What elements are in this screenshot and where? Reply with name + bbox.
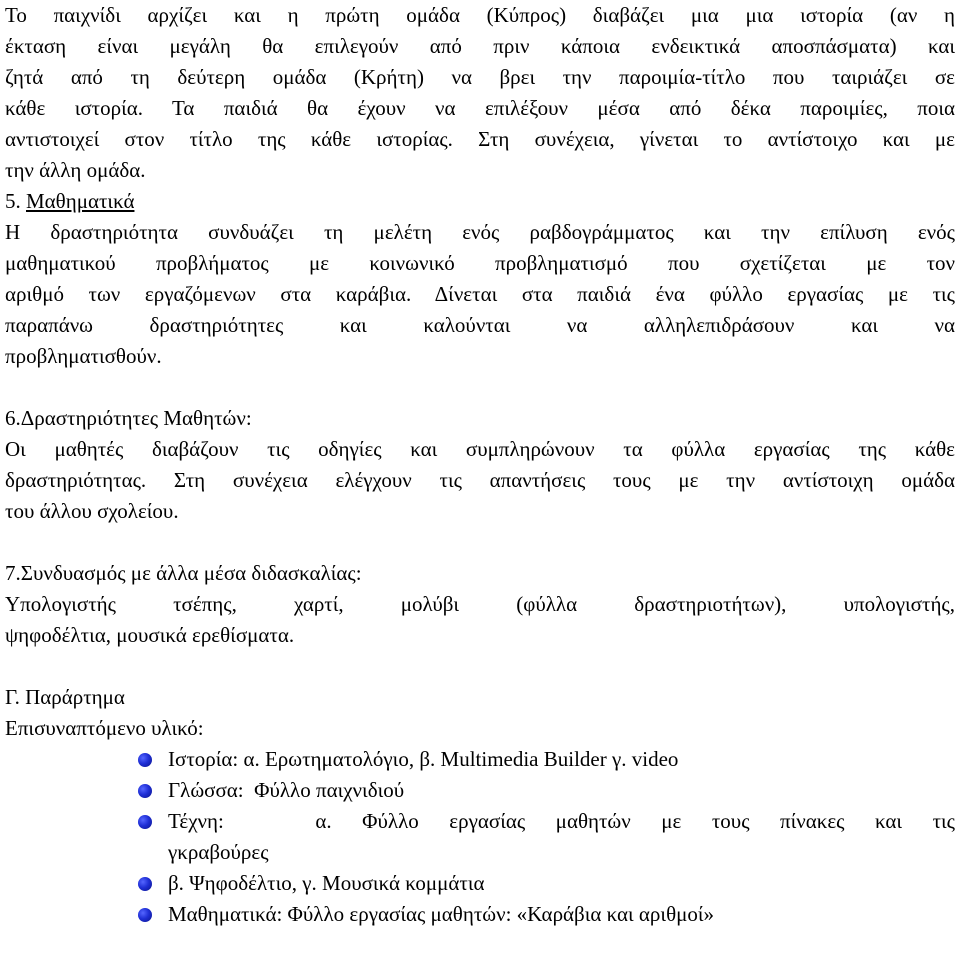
section-5-title: Μαθηματικά (26, 189, 135, 213)
section-5 (5, 186, 955, 372)
list-item-text: Μαθηματικά: Φύλλο εργασίας μαθητών: «Καράβια και αριθμοί» (168, 902, 715, 926)
intro-paragraph (5, 0, 955, 186)
intro-line-1: Το παιχνίδι αρχίζει και η πρώτη ομάδα (Κύπρος) διαβάζει μια μια ιστορία (αν η (5, 3, 955, 27)
section-6-line-3: του άλλου σχολείου. (5, 499, 179, 523)
list-item (5, 868, 955, 899)
document-page (5, 0, 955, 930)
bullet-icon (138, 908, 152, 922)
intro-line-4: κάθε ιστορία. Τα παιδιά θα έχουν να επιλέξουν μέσα από δέκα παροιμίες, ποια (5, 96, 955, 120)
spacer (5, 372, 955, 403)
list-item (5, 899, 955, 930)
appendix-subheading: Επισυναπτόμενο υλικό: (5, 716, 204, 740)
section-6 (5, 403, 955, 527)
appendix-section (5, 682, 955, 930)
list-item-text-continued: γκραβούρες (168, 840, 269, 864)
bullet-icon (138, 753, 152, 767)
section-7-line-1: Υπολογιστής τσέπης, χαρτί, μολύβι (φύλλα δραστηριοτήτων), υπολογιστής, (5, 592, 955, 616)
list-item-text: β. Ψηφοδέλτιο, γ. Μουσικά κομμάτια (168, 871, 485, 895)
spacer (5, 651, 955, 682)
section-5-line-2: μαθηματικού προβλήματος με κοινωνικό προβληματισμό που σχετίζεται με τον (5, 251, 955, 275)
bullet-icon (138, 815, 152, 829)
section-5-line-3: αριθμό των εργαζόμενων στα καράβια. Δίνεται στα παιδιά ένα φύλλο εργασίας με τις (5, 282, 955, 306)
list-item (5, 806, 955, 868)
section-5-heading (5, 186, 955, 217)
list-item-text: Τέχνη: α. Φύλλο εργασίας μαθητών με τους πίνακες και τις (168, 809, 955, 833)
bullet-icon (138, 877, 152, 891)
intro-line-2: έκταση είναι μεγάλη θα επιλεγούν από πριν κάποια ενδεικτικά αποσπάσματα) και (5, 34, 955, 58)
list-item (5, 744, 955, 775)
appendix-heading: Γ. Παράρτημα (5, 685, 125, 709)
intro-line-5: αντιστοιχεί στον τίτλο της κάθε ιστορίας. Στη συνέχεια, γίνεται το αντίστοιχο και με (5, 127, 955, 151)
section-6-heading: 6.Δραστηριότητες Μαθητών: (5, 406, 252, 430)
intro-line-3: ζητά από τη δεύτερη ομάδα (Κρήτη) να βρει την παροιμία-τίτλο που ταιριάζει σε (5, 65, 955, 89)
section-6-line-1: Οι μαθητές διαβάζουν τις οδηγίες και συμπληρώνουν τα φύλλα εργασίας της κάθε (5, 437, 955, 461)
section-6-line-2: δραστηριότητας. Στη συνέχεια ελέγχουν τις απαντήσεις τους με την αντίστοιχη ομάδα (5, 468, 955, 492)
spacer (5, 527, 955, 558)
section-5-line-4: παραπάνω δραστηριότητες και καλούνται να αλληλεπιδράσουν και να (5, 313, 955, 337)
section-5-line-1: Η δραστηριότητα συνδυάζει τη μελέτη ενός ραβδογράμματος και την επίλυση ενός (5, 220, 955, 244)
section-7-heading: 7.Συνδυασμός με άλλα μέσα διδασκαλίας: (5, 561, 362, 585)
list-item-text: Ιστορία: α. Ερωτηματολόγιο, β. Multimedia Builder γ. video (168, 747, 679, 771)
attachment-list (5, 744, 955, 930)
section-7 (5, 558, 955, 651)
list-item (5, 775, 955, 806)
list-item-text: Γλώσσα: Φύλλο παιχνιδιού (168, 778, 405, 802)
section-5-number: 5. (5, 189, 21, 213)
section-7-line-2: ψηφοδέλτια, μουσικά ερεθίσματα. (5, 623, 295, 647)
bullet-icon (138, 784, 152, 798)
section-5-line-5: προβληματισθούν. (5, 344, 162, 368)
intro-line-6: την άλλη ομάδα. (5, 158, 146, 182)
